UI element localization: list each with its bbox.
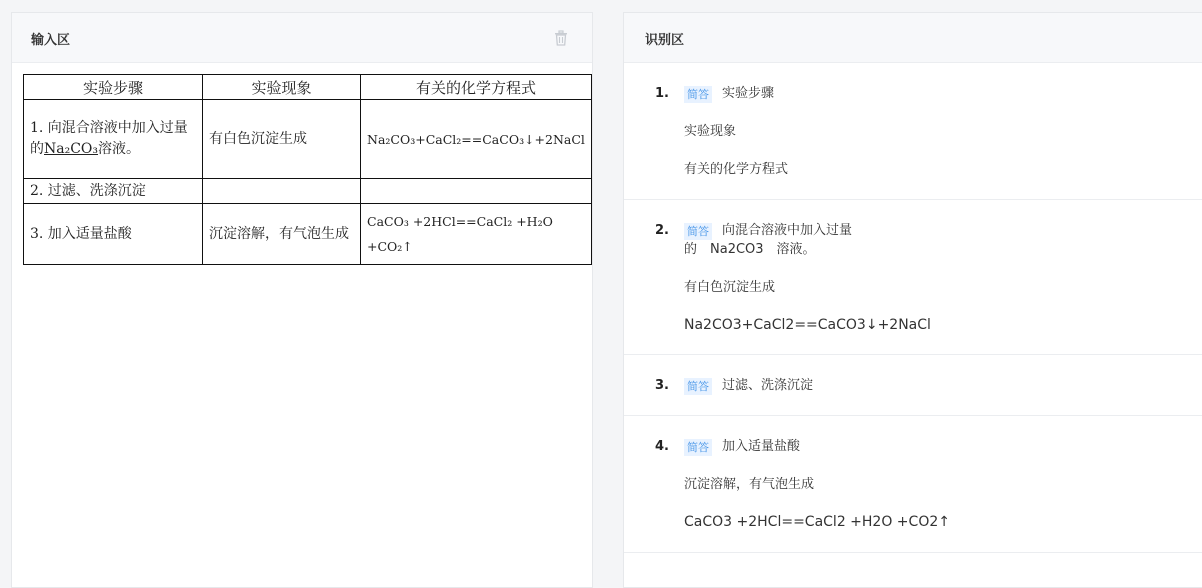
table-row [24, 179, 592, 204]
step-blank: Na₂CO₃ [44, 141, 99, 157]
table-row [24, 100, 592, 179]
answer-line: 沉淀溶解，有气泡生成 [684, 477, 815, 492]
item-number: 3. [655, 378, 669, 393]
answer-line: 实验现象 [684, 124, 737, 139]
item-number: 4. [655, 439, 669, 454]
answer-line: CaCO3 +2HCl==CaCl2 +H2O +CO2↑ [684, 514, 950, 530]
input-panel [11, 12, 593, 588]
question-text: 实验步骤 [722, 86, 775, 101]
input-content[interactable] [23, 74, 592, 265]
type-tag: 简答 [684, 223, 712, 240]
step-suffix: 溶液。 [98, 141, 141, 157]
step-text: 1. 向混合溶液中加入过量的 [30, 120, 188, 157]
question-text: 过滤、洗涤沉淀 [722, 378, 814, 393]
table-row [24, 204, 592, 265]
question-text-continued: 的 Na2CO3 溶液。 [684, 242, 816, 257]
table-header-cell: 实验步骤 [24, 75, 203, 100]
table-cell-step: 3. 加入适量盐酸 [24, 204, 203, 265]
table-cell-phenomenon: 沉淀溶解，有气泡生成 [203, 204, 361, 265]
table-cell-equation: CaCO₃ +2HCl==CaCl₂ +H₂O +CO₂↑ [361, 204, 592, 265]
answer-line: 有白色沉淀生成 [684, 280, 776, 295]
table-cell-phenomenon: 有白色沉淀生成 [203, 100, 361, 179]
table-cell-equation [361, 179, 592, 204]
result-item[interactable] [624, 355, 1202, 416]
result-item[interactable] [624, 200, 1202, 355]
result-panel-title: 识别区 [645, 33, 685, 48]
table-cell-step: 2. 过滤、洗涤沉淀 [24, 179, 203, 204]
result-item[interactable] [624, 63, 1202, 200]
trash-icon[interactable] [554, 30, 568, 46]
type-tag: 简答 [684, 378, 712, 395]
experiment-table [23, 74, 592, 265]
table-cell-equation: Na₂CO₃+CaCl₂==CaCO₃↓+2NaCl [361, 100, 592, 179]
item-number: 1. [655, 86, 669, 101]
question-text: 加入适量盐酸 [722, 439, 801, 454]
input-panel-title: 输入区 [31, 33, 71, 48]
type-tag: 简答 [684, 439, 712, 456]
answer-line: 有关的化学方程式 [684, 162, 789, 177]
table-cell-step [24, 100, 203, 179]
result-item[interactable] [624, 416, 1202, 553]
result-panel-header [624, 13, 1202, 63]
table-cell-phenomenon [203, 179, 361, 204]
table-header-cell: 实验现象 [203, 75, 361, 100]
input-panel-header [12, 13, 592, 63]
item-number: 2. [655, 223, 669, 238]
question-text: 向混合溶液中加入过量 [722, 223, 853, 238]
type-tag: 简答 [684, 86, 712, 103]
result-panel [623, 12, 1202, 588]
table-header-row [24, 75, 592, 100]
table-header-cell: 有关的化学方程式 [361, 75, 592, 100]
answer-line: Na2CO3+CaCl2==CaCO3↓+2NaCl [684, 317, 931, 333]
